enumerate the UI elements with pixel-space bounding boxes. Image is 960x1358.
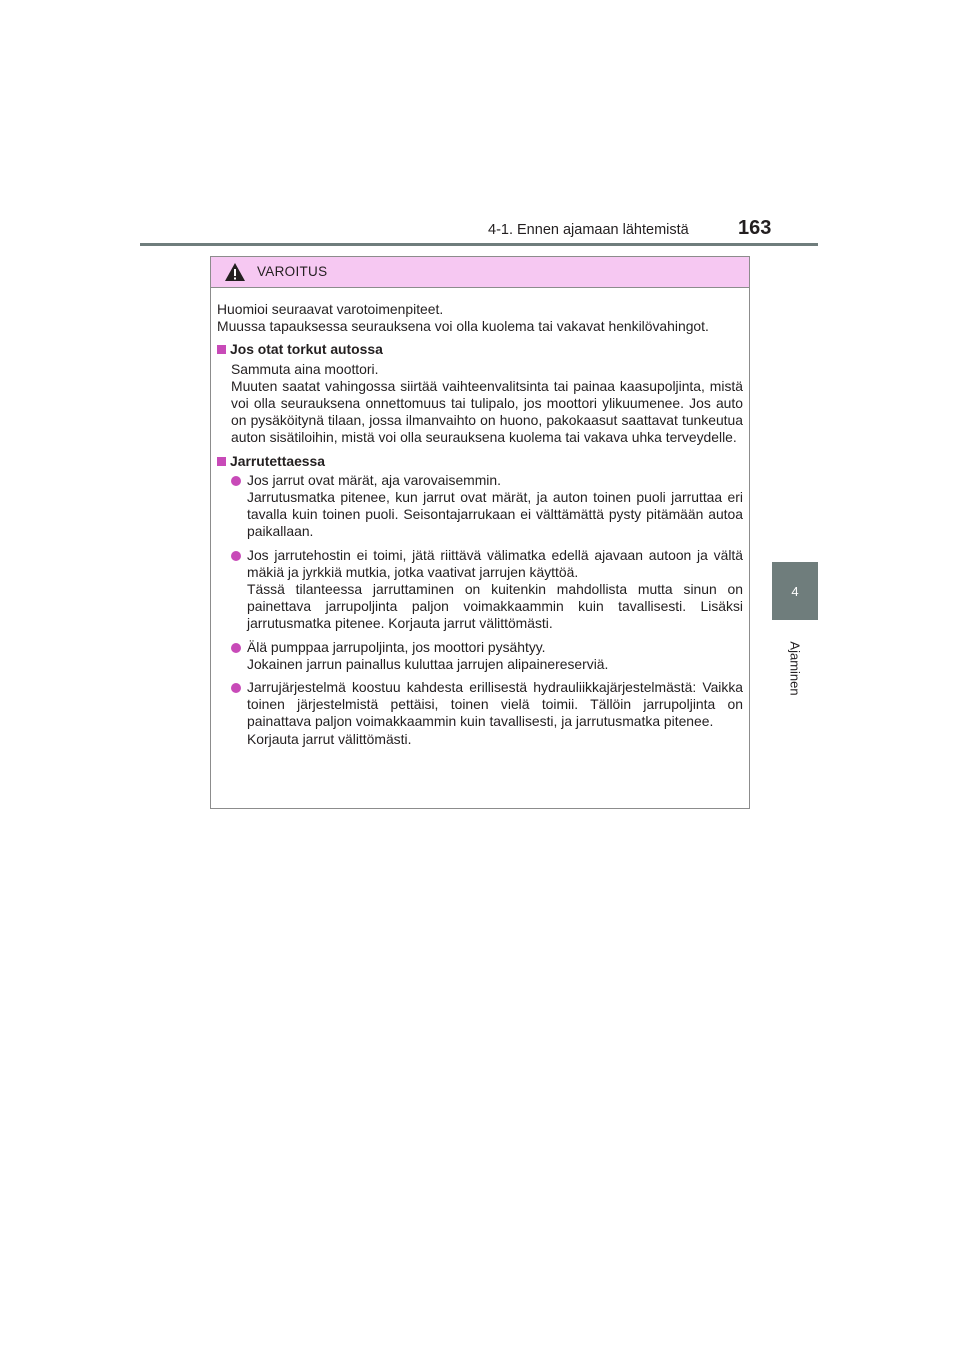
section-heading-text: Jarrutettaessa: [230, 452, 325, 469]
bullet-item: [231, 547, 743, 633]
section-heading-braking: [217, 453, 743, 470]
header-divider: [140, 243, 818, 246]
warning-header: [211, 257, 749, 288]
page-number: 163: [738, 217, 772, 239]
round-bullet-icon: [231, 683, 241, 693]
round-bullet-icon: [231, 476, 241, 486]
warning-body: [211, 288, 749, 748]
warning-box: [210, 256, 750, 809]
round-bullet-icon: [231, 643, 241, 653]
warning-triangle-icon: [224, 262, 246, 282]
warning-intro: [217, 301, 743, 335]
chapter-tab-label: Ajaminen: [787, 640, 803, 696]
section-body-nap: [217, 361, 743, 447]
bullet-line: Jarrutusmatka pitenee, kun jarrut ovat märät, ja auton toinen puoli jarruttaa eri tavalla kuin toinen puoli. Seisontajarrukaan ei välttämättä pysty pitämään autoa paikallaan.: [247, 489, 743, 540]
page-section-title: 4-1. Ennen ajamaan lähtemistä: [488, 222, 689, 238]
intro-line: Muussa tapauksessa seurauksena voi olla kuolema tai vakavat henkilövahingot.: [217, 318, 709, 335]
bullet-line: Jarrujärjestelmä koostuu kahdesta erillisestä hydrauliikkajärjestelmästä: Vaikka toinen järjestelmistä pettäisi, toinen vielä toimii. Tällöin jarrupoljinta on painattava paljon voimakkaammin kuin tavallisesti, ja jarrutusmatka pitenee.: [247, 679, 743, 730]
bullet-line: Korjauta jarrut välittömästi.: [247, 730, 412, 747]
bullet-line: Jos jarrut ovat märät, aja varovaisemmin.: [247, 471, 501, 488]
square-bullet-icon: [217, 457, 226, 466]
round-bullet-icon: [231, 551, 241, 561]
chapter-tab: [772, 620, 818, 716]
section-line: Sammuta aina moottori.: [231, 360, 379, 377]
intro-line: Huomioi seuraavat varotoimenpiteet.: [217, 301, 444, 317]
bullet-item: [231, 679, 743, 748]
warning-title: VAROITUS: [257, 264, 328, 279]
section-heading-text: Jos otat torkut autossa: [230, 341, 383, 358]
bullet-line: Tässä tilanteessa jarruttaminen on kuitenkin mahdollista mutta sinun on painettava jarrupoljinta paljon voimakkaammin kuin tavallisesti. Lisäksi jarrutusmatka pitenee. Korjauta jarrut välittömästi.: [247, 581, 743, 632]
bullet-item: [231, 639, 743, 673]
section-line: Muuten saatat vahingossa siirtää vaihteenvalitsinta tai painaa kaasupoljinta, mistä voi olla seurauksena onnettomuus tai tulipalo, jos moottori ylikuumenee. Jos auto on pysäköitynä tilaan, jossa ilmanvaihto on huono, pakokaasut saattavat tunkeutua auton sisätiloihin, mistä voi olla seurauksena kuolema tai vakava uhka terveydelle.: [231, 377, 743, 446]
chapter-tab-number: 4: [772, 562, 818, 620]
bullet-line: Jokainen jarrun painallus kuluttaa jarrujen alipainereserviä.: [247, 655, 609, 672]
bullet-item: [231, 472, 743, 541]
bullet-line: Älä pumppaa jarrupoljinta, jos moottori pysähtyy.: [247, 638, 546, 655]
section-heading-nap: [217, 341, 743, 358]
square-bullet-icon: [217, 345, 226, 354]
bullet-line: Jos jarrutehostin ei toimi, jätä riittävä välimatka edellä ajavaan autoon ja vältä mäkiä ja jyrkkiä mutkia, jotka vaativat jarrujen käyttöä.: [247, 546, 743, 580]
